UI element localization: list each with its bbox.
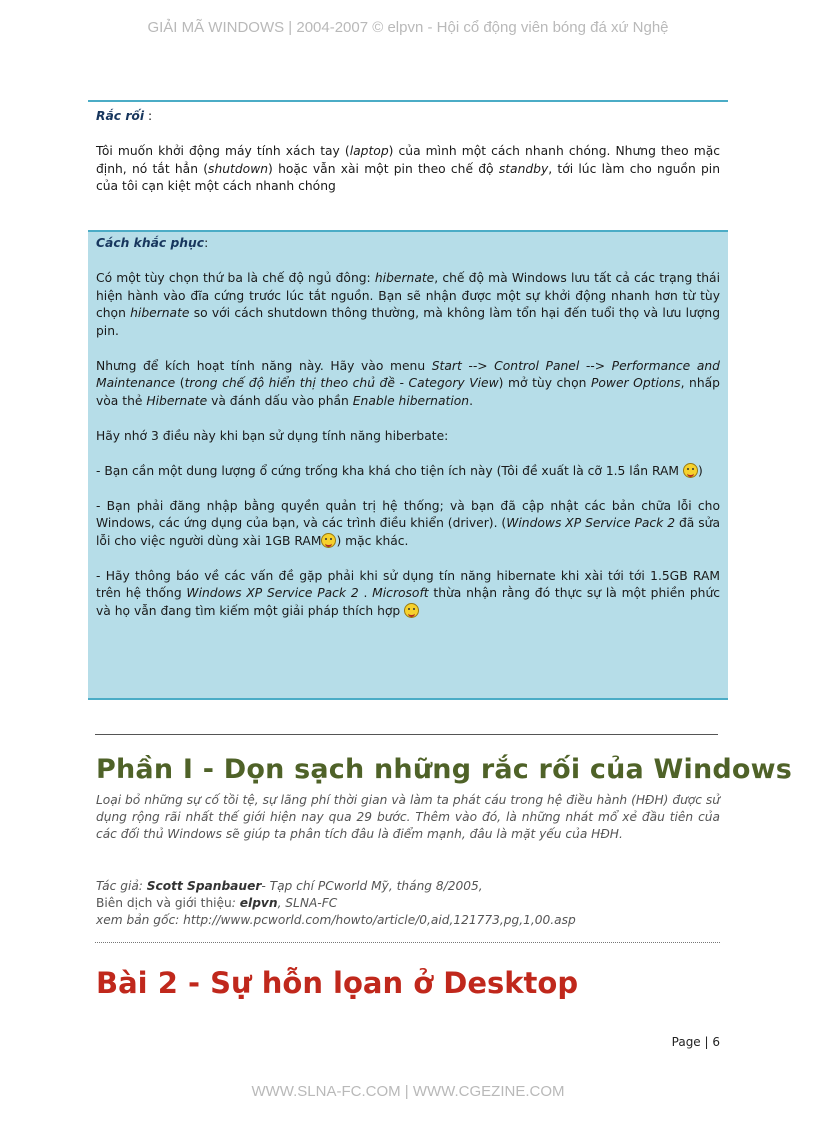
- grin-smiley-icon: [404, 603, 419, 618]
- problem-text: Tôi muốn khởi động máy tính xách tay (laptop) của mình một cách nhanh chóng. Nhưng theo mặc định, nó tắt hẳn (shutdown) hoặc vẫn xài một pin theo chế độ standby, tới lúc làm cho nguồn pin của tôi cạn kiệt một cách nhanh chóng: [96, 144, 720, 193]
- solution-paragraph-3: Hãy nhớ 3 điều này khi bạn sử dụng tính năng hiberbate:: [96, 428, 449, 443]
- page-number: Page | 6: [671, 1035, 720, 1049]
- bullet-3: - Hãy thông báo về các vấn đề gặp phải khi sử dụng tín năng hibernate khi xài tới tới 1.5GB RAM trên hệ thống Windows XP Service Pack 2 . Microsoft thừa nhận rằng đó thực sự là một phiền phức và họ vẫn đang tìm kiếm một giải pháp thích hợp: [96, 568, 720, 618]
- bullet-2: - Bạn phải đăng nhập bằng quyền quản trị hệ thống; và bạn đã cập nhật các bản chữa lỗi cho Windows, các ứng dụng của bạn, và các trình điều khiển (driver). (Windows XP Service Pack 2 đã sửa lỗi cho việc người dùng xài 1GB RAM ) mặc khác.: [96, 498, 720, 548]
- dotted-divider: [95, 942, 720, 943]
- solution-paragraph-2: Nhưng để kích hoạt tính năng này. Hãy vào menu Start --> Control Panel --> Performance and Maintenance (trong chế độ hiển thị theo chủ đề - Category View) mở tùy chọn Power Options, nhấp vòa thẻ Hibernate và đánh dấu vào phần Enable hibernation.: [96, 358, 720, 408]
- page-footer: WWW.SLNA-FC.COM | WWW.CGEZINE.COM: [251, 1083, 565, 1100]
- section-divider: [95, 734, 718, 735]
- article-title: Bài 2 - Sự hỗn lọan ở Desktop: [96, 966, 579, 1000]
- solution-box: [88, 230, 728, 700]
- problem-box: [88, 100, 728, 196]
- solution-label: Cách khắc phục:: [96, 236, 209, 250]
- credit-author: Tác giả: Scott Spanbauer- Tạp chí PCworld Mỹ, tháng 8/2005,: [96, 879, 483, 893]
- credit-translator: Biên dịch và giới thiệu: elpvn, SLNA-FC: [96, 896, 338, 910]
- credit-source-link[interactable]: xem bản gốc: http://www.pcworld.com/howto/article/0,aid,121773,pg,1,00.asp: [96, 913, 576, 927]
- smiley-icon: [683, 463, 698, 478]
- credits: [96, 878, 720, 929]
- laughing-smiley-icon: [321, 533, 336, 548]
- problem-label: Rắc rối :: [96, 109, 153, 123]
- page-header: GIẢI MÃ WINDOWS | 2004-2007 © elpvn - Hội cổ động viên bóng đá xứ Nghệ: [147, 19, 669, 36]
- solution-paragraph-1: Có một tùy chọn thứ ba là chế độ ngủ đông: hibernate, chế độ mà Windows lưu tất cả các trạng thái hiện hành vào đĩa cứng trước lúc tắt nguồn. Bạn sẽ nhận được một sự khởi động nhanh hơn từ tùy chọn hibernate so với cách shutdown thông thường, mà không làm tổn hại đến tuổi thọ và lưu lượng pin.: [96, 271, 721, 338]
- bullet-1: - Bạn cần một dung lượng ổ cứng trống kha khá cho tiện ích này (Tôi đề xuất là cỡ 1.5 lần RAM ): [96, 463, 703, 478]
- section-title: Phần I - Dọn sạch những rắc rối của Windows: [96, 754, 793, 785]
- section-intro: Loại bỏ những sự cố tồi tệ, sự lãng phí thời gian và làm ta phát cáu trong hệ điều hành (HĐH) được sử dụng rộng rãi nhất thế giới hiện nay qua 29 bước. Thêm vào đó, là những nhát mổ xẻ đầu tiên của các đối thủ Windows sẽ giúp ta phân tích đâu là điểm mạnh, đâu là mặt yếu của HĐH.: [96, 793, 720, 841]
